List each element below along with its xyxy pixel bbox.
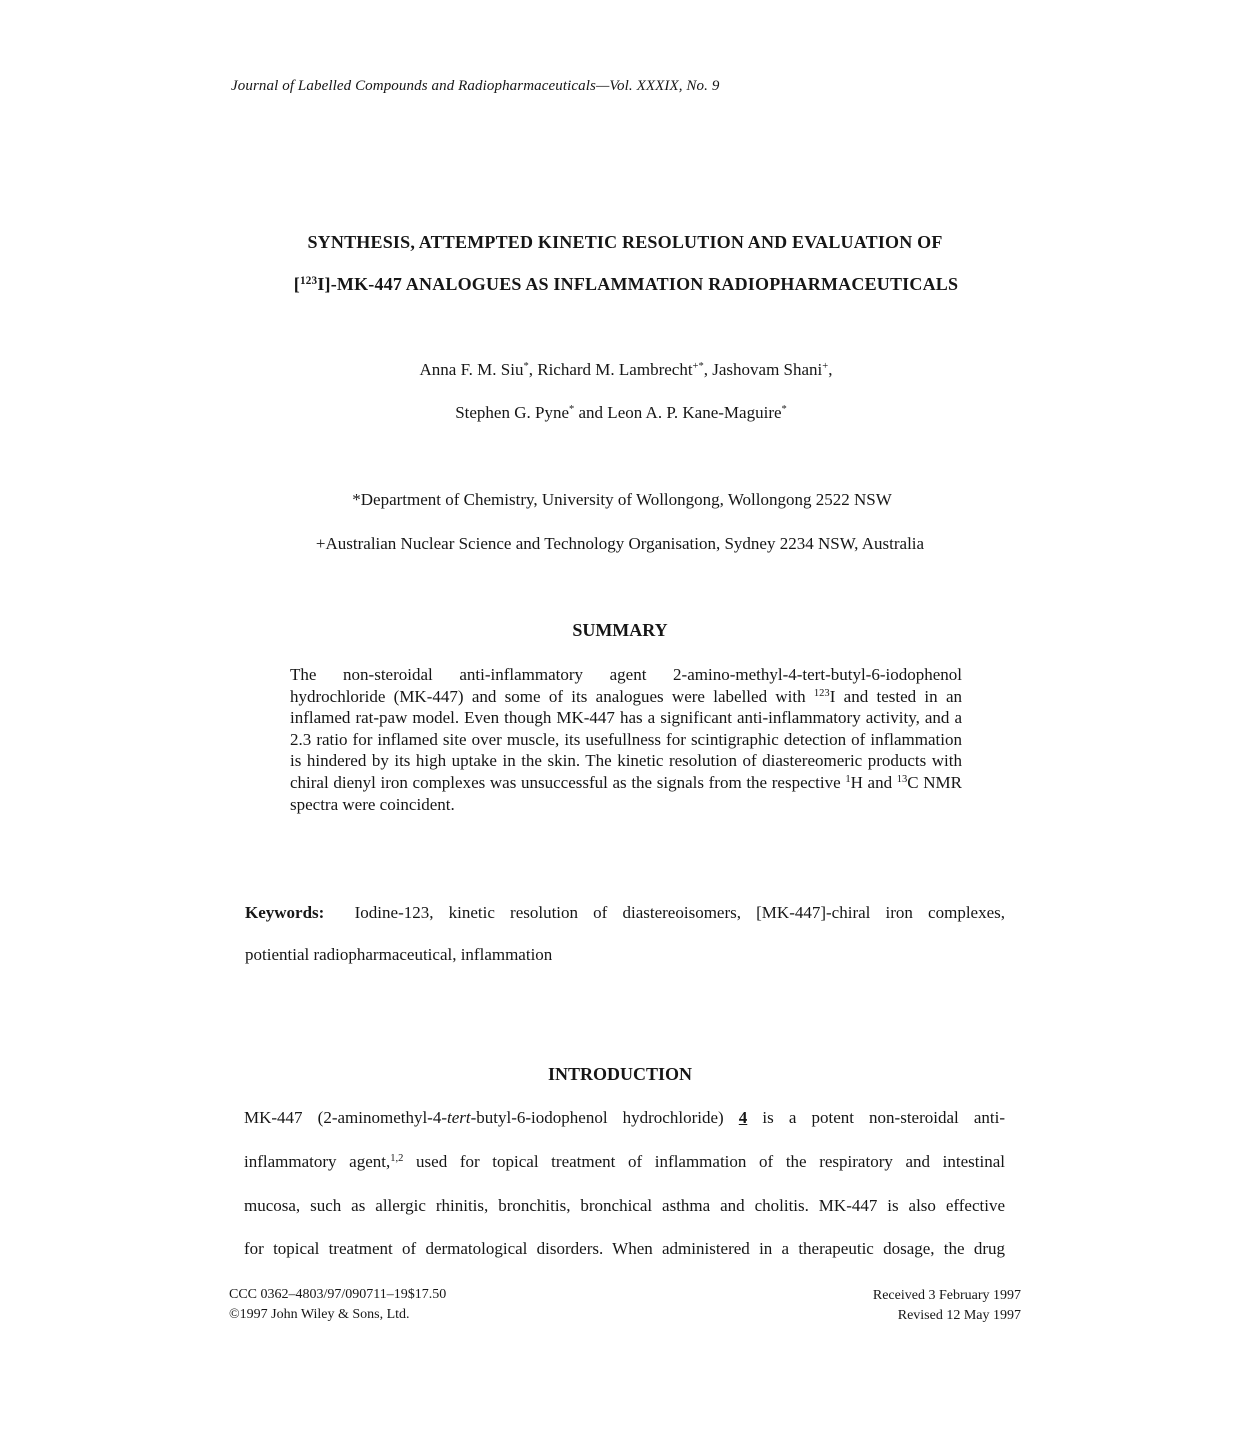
summary-text: C NMR spectra were coincident. bbox=[290, 772, 962, 814]
footer-right bbox=[873, 1286, 1021, 1326]
affiliation-mark: * bbox=[523, 361, 529, 373]
summary-text: I and tested in an inflamed rat-paw model. Even though MK-447 has a significant anti-inflammatory activity, and a 2.3 ratio for inflamed site over muscle, its usefullness for scintigraphic detection of inflammation is hindered by its high uptake in the skin. The kinetic resolution of diastereomeric products with chiral dienyl iron complexes was unsuccessful as the signals from the respective bbox=[290, 686, 962, 792]
compound-number: 4 bbox=[738, 1108, 748, 1127]
introduction-line-2 bbox=[244, 1152, 1005, 1172]
affiliation-mark: + bbox=[822, 361, 829, 373]
affiliation-mark: +* bbox=[692, 361, 704, 373]
summary-paragraph bbox=[290, 664, 962, 815]
author-separator: , bbox=[828, 360, 833, 379]
citation-superscript: 1,2 bbox=[390, 1153, 404, 1165]
intro-text: is a potent non-steroidal anti- bbox=[747, 1108, 1006, 1127]
revised-date: Revised 12 May 1997 bbox=[897, 1308, 1021, 1323]
author-name: and Leon A. P. Kane-Maguire bbox=[574, 403, 782, 422]
received-date: Received 3 February 1997 bbox=[872, 1288, 1021, 1303]
keywords-line-2: potiential radiopharmaceutical, inflammation bbox=[245, 945, 553, 964]
introduction-line-1 bbox=[244, 1108, 1005, 1128]
keywords-label: Keywords: bbox=[245, 903, 325, 922]
journal-header: Journal of Labelled Compounds and Radiopharmaceuticals—Vol. XXXIX, No. 9 bbox=[231, 78, 720, 94]
title-isotope-superscript: 123 bbox=[299, 274, 318, 287]
copyright: ©1997 John Wiley & Sons, Ltd. bbox=[229, 1307, 410, 1322]
intro-text: -butyl-6-iodophenol hydrochloride) bbox=[470, 1108, 739, 1127]
keywords-line-1 bbox=[245, 903, 1005, 923]
paper-title-line-1: SYNTHESIS, ATTEMPTED KINETIC RESOLUTION AND EVALUATION OF bbox=[307, 232, 943, 252]
author-name: , Richard M. Lambrecht bbox=[528, 360, 693, 379]
introduction-line-4: for topical treatment of dermatological disorders. When administered in a therapeutic dosage, the drug bbox=[244, 1239, 1005, 1258]
author-name: Anna F. M. Siu bbox=[419, 360, 524, 379]
introduction-heading: INTRODUCTION bbox=[547, 1064, 693, 1084]
summary-superscript: 123 bbox=[813, 687, 830, 699]
summary-heading: SUMMARY bbox=[572, 620, 668, 640]
author-name: , Jashovam Shani bbox=[703, 360, 823, 379]
footer-left bbox=[229, 1285, 446, 1325]
title-line-2-text: I]-MK-447 ANALOGUES AS INFLAMMATION RADIOPHARMACEUTICALS bbox=[317, 274, 959, 294]
summary-text: The non-steroidal anti-inflammatory agent 2-amino-methyl-4-tert-butyl-6-iodophenol hydrochloride (MK-447) and some of its analogues were labelled with bbox=[290, 665, 962, 706]
introduction-line-3: mucosa, such as allergic rhinitis, bronchitis, bronchical asthma and cholitis. MK-447 is also effective bbox=[244, 1196, 1005, 1215]
author-list-line-2 bbox=[0, 403, 1240, 423]
summary-superscript: 13 bbox=[896, 774, 908, 786]
affiliation-mark: * bbox=[569, 404, 575, 416]
intro-text: MK-447 (2-aminomethyl-4- bbox=[244, 1108, 448, 1127]
summary-text: H and bbox=[850, 772, 897, 792]
keywords-text: Iodine-123, kinetic resolution of diastereoisomers, [MK-447]-chiral iron complexes, bbox=[354, 903, 1006, 922]
intro-text: inflammatory agent, bbox=[244, 1152, 391, 1171]
intro-text: used for topical treatment of inflammation of the respiratory and intestinal bbox=[403, 1152, 1006, 1171]
intro-italic-text: tert bbox=[447, 1108, 471, 1127]
paper-title-line-2 bbox=[0, 274, 1240, 295]
affiliation-2: +Australian Nuclear Science and Technology Organisation, Sydney 2234 NSW, Australia bbox=[315, 534, 925, 553]
title-bracket: [ bbox=[293, 274, 300, 294]
author-list-line-1 bbox=[0, 360, 1240, 380]
ccc-code: CCC 0362–4803/97/090711–19$17.50 bbox=[229, 1287, 447, 1302]
affiliation-1: *Department of Chemistry, University of Wollongong, Wollongong 2522 NSW bbox=[352, 490, 892, 509]
affiliation-mark: * bbox=[781, 404, 787, 416]
author-name: Stephen G. Pyne bbox=[455, 403, 569, 422]
summary-superscript: 1 bbox=[845, 774, 851, 786]
